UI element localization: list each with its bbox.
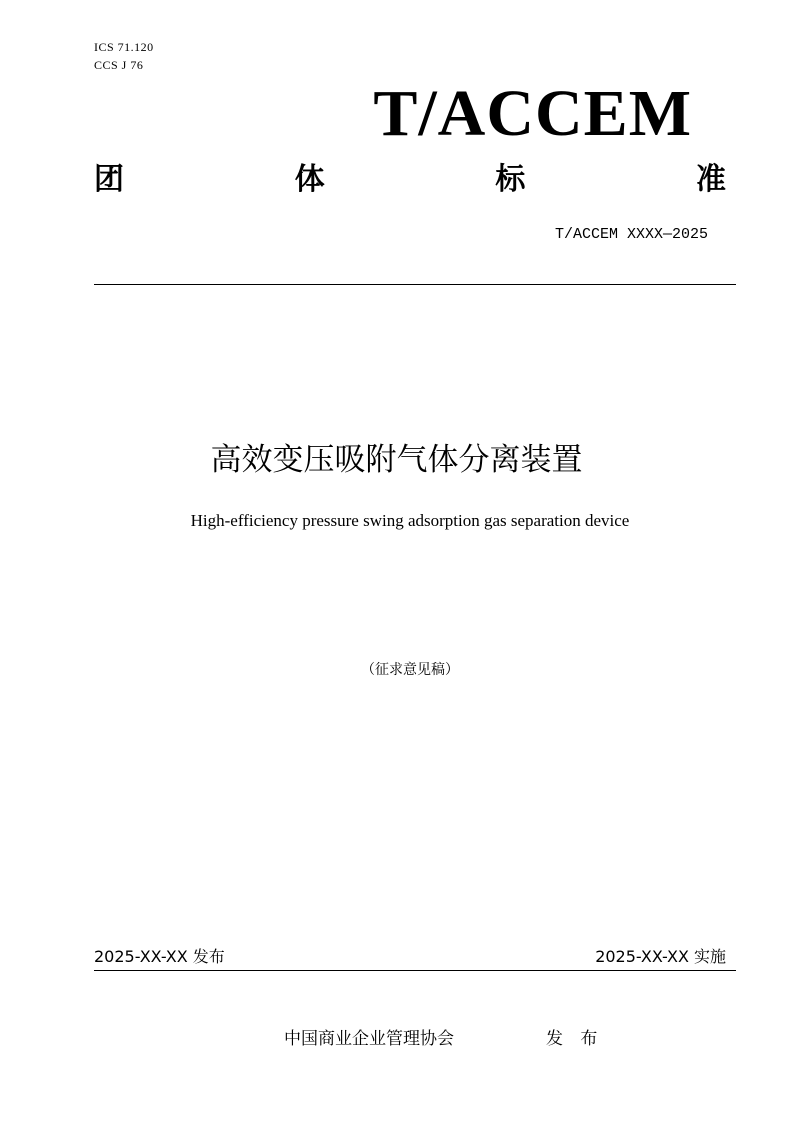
standard-number: T/ACCEM XXXX—2025 (554, 226, 708, 243)
document-title-english: High-efficiency pressure swing adsorption gas separation device (190, 511, 630, 530)
bottom-divider (94, 970, 736, 971)
standard-type-char-1: 团 (94, 162, 124, 197)
publish-label: 发 布 (546, 1029, 604, 1049)
ics-code: ICS 71.120 (94, 40, 154, 54)
ccs-code: CCS J 76 (94, 58, 144, 72)
standard-type-heading (94, 160, 726, 200)
draft-status: （征求意见稿） (361, 662, 459, 678)
issue-date: 2025-XX-XX 发布 (94, 947, 225, 966)
standard-type-char-3: 标 (495, 162, 526, 197)
standard-type-char-4: 准 (695, 162, 726, 197)
standard-brand-mark: T/ACCEM (373, 77, 692, 150)
publisher-name: 中国商业企业管理协会 (284, 1029, 454, 1049)
document-title-chinese: 高效变压吸附气体分离装置 (210, 442, 583, 478)
top-divider (94, 284, 736, 285)
standard-type-char-2: 体 (294, 162, 325, 197)
implementation-date: 2025-XX-XX 实施 (595, 947, 726, 966)
